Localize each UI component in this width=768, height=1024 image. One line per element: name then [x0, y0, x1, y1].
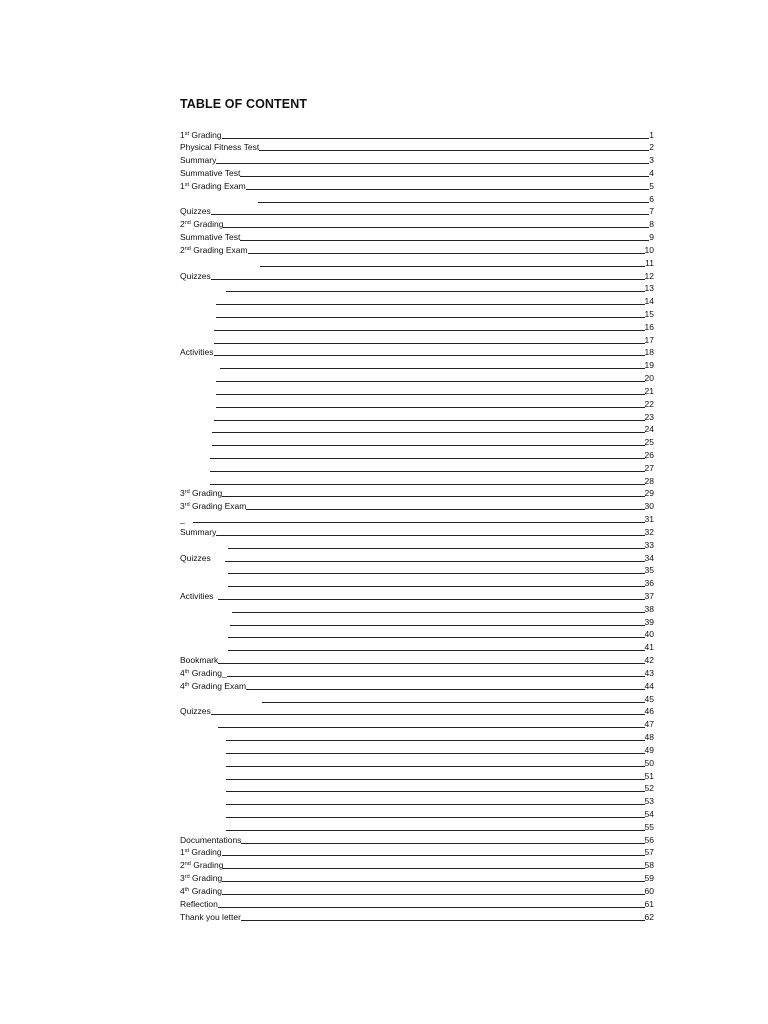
toc-entry — [214, 320, 654, 332]
toc-page-number: 28 — [644, 475, 654, 486]
dot-leader-line — [210, 458, 645, 459]
dot-leader-line — [222, 894, 645, 895]
toc-entry — [262, 692, 654, 704]
dot-leader-line — [226, 830, 645, 831]
ordinal-number: 4 — [180, 885, 185, 896]
dot-leader-line — [222, 496, 644, 497]
toc-page-number: 51 — [644, 770, 654, 781]
dot-leader-line — [218, 663, 644, 664]
dot-leader-line — [248, 253, 645, 254]
toc-entry — [216, 397, 654, 409]
toc-entry — [180, 551, 654, 563]
ordinal-suffix: rd — [184, 874, 190, 881]
toc-page-number: 13 — [644, 283, 654, 294]
toc-page-number: 22 — [644, 398, 654, 409]
dot-leader-line — [223, 227, 649, 228]
toc-entry-label — [180, 554, 211, 563]
toc-entry — [226, 781, 654, 793]
dot-leader-line — [241, 843, 644, 844]
toc-entry — [228, 538, 654, 550]
toc-page-number: 27 — [644, 462, 654, 473]
toc-page-number: 33 — [644, 539, 654, 550]
dot-leader-line — [246, 509, 644, 510]
toc-page-number: 30 — [644, 501, 654, 512]
toc-entry — [180, 845, 654, 857]
toc-page-number: 50 — [644, 757, 654, 768]
dot-leader-line — [260, 266, 645, 267]
dot-leader-line — [226, 766, 645, 767]
toc-entry — [226, 730, 654, 742]
dot-leader-line — [226, 779, 645, 780]
dot-leader-line — [227, 676, 645, 677]
ordinal-suffix: th — [184, 886, 190, 893]
toc-page-number: 47 — [644, 719, 654, 730]
toc-page-number: 53 — [644, 796, 654, 807]
toc-entry — [230, 615, 654, 627]
dot-leader-line — [226, 753, 645, 754]
dot-leader-line — [193, 522, 645, 523]
toc-entry — [214, 410, 654, 422]
toc-entry-text: Grading Exam — [189, 180, 246, 191]
toc-entry — [226, 807, 654, 819]
dot-leader-line — [216, 317, 645, 318]
dot-leader-line — [240, 176, 649, 177]
toc-entry-text: Grading — [189, 873, 223, 884]
ordinal-suffix: rd — [184, 489, 190, 496]
toc-entry — [180, 871, 654, 883]
toc-entry — [180, 525, 654, 537]
toc-page-number: 12 — [644, 270, 654, 281]
toc-entry-label — [180, 220, 223, 229]
ordinal-number: 2 — [180, 219, 185, 230]
dot-leader-line — [228, 586, 645, 587]
toc-page-number: 2 — [649, 142, 654, 153]
toc-entry-label — [180, 913, 241, 922]
dot-leader-line — [222, 881, 644, 882]
dot-leader-line — [226, 740, 645, 741]
dot-leader-line — [214, 355, 645, 356]
toc-entry — [226, 794, 654, 806]
ordinal-suffix: nd — [184, 861, 191, 868]
toc-entry-label — [180, 669, 227, 678]
toc-entry-label — [180, 246, 248, 255]
toc-entry-label — [180, 272, 211, 281]
dot-leader-line — [262, 702, 645, 703]
toc-entry-label — [180, 707, 211, 716]
toc-entry — [180, 833, 654, 845]
toc-entry — [220, 358, 654, 370]
toc-page-number: 15 — [644, 308, 654, 319]
toc-entry — [180, 679, 654, 691]
toc-entry-label — [180, 182, 246, 191]
toc-page-number: 4 — [649, 167, 654, 178]
dot-leader-line — [216, 394, 645, 395]
toc-page-number: 34 — [644, 552, 654, 563]
dot-leader-line — [232, 612, 645, 613]
dot-leader-line — [258, 202, 649, 203]
toc-entry-label — [180, 874, 222, 883]
toc-entry-label — [180, 682, 246, 691]
ordinal-number: 3 — [180, 488, 185, 499]
ordinal-number: 2 — [180, 860, 185, 871]
toc-entry — [214, 333, 654, 345]
toc-entry-label — [180, 592, 214, 601]
ordinal-suffix: st — [184, 181, 190, 188]
ordinal-number: 3 — [180, 501, 185, 512]
toc-page-number: 52 — [644, 783, 654, 794]
toc-entry — [212, 422, 654, 434]
ordinal-number: 4 — [180, 680, 185, 691]
toc-entry — [226, 756, 654, 768]
toc-entry — [226, 769, 654, 781]
dot-leader-line — [218, 907, 645, 908]
toc-page-number: 7 — [649, 206, 654, 217]
toc-page-number: 1 — [649, 129, 654, 140]
toc-page-number: 49 — [644, 744, 654, 755]
toc-entry — [180, 653, 654, 665]
toc-entry — [212, 435, 654, 447]
toc-entry-text: Summative Test — [180, 232, 241, 243]
toc-entry-text: Grading — [190, 219, 224, 230]
toc-page-number: 59 — [644, 873, 654, 884]
toc-entry — [180, 512, 654, 524]
toc-page-number: 5 — [649, 180, 654, 191]
toc-page-number: 9 — [649, 232, 654, 243]
toc-entry — [180, 858, 654, 870]
toc-entry-text: Grading — [189, 885, 222, 896]
dot-leader-line — [218, 727, 645, 728]
toc-page-number: 57 — [644, 847, 654, 858]
toc-entry-text: Quizzes — [180, 706, 211, 717]
dot-leader-line — [216, 304, 645, 305]
toc-entry — [180, 345, 654, 357]
toc-page-number: 41 — [644, 642, 654, 653]
dot-leader-line — [240, 240, 649, 241]
dot-leader-line — [228, 548, 645, 549]
dot-leader-line — [216, 407, 645, 408]
toc-page-number: 3 — [649, 155, 654, 166]
toc-entry-label — [180, 348, 214, 357]
dot-leader-line — [212, 445, 645, 446]
toc-entry-text: Grading — [190, 860, 224, 871]
toc-page-number: 29 — [644, 488, 654, 499]
toc-entry-text: _ — [180, 514, 185, 525]
ordinal-number: 4 — [180, 667, 185, 678]
toc-page-number: 25 — [644, 437, 654, 448]
toc-page-number: 38 — [644, 603, 654, 614]
dot-leader-line — [211, 214, 650, 215]
toc-entry-text: Summary — [180, 155, 217, 166]
toc-entry-label — [180, 169, 240, 178]
toc-page-number: 60 — [644, 885, 654, 896]
ordinal-number: 1 — [180, 129, 185, 140]
toc-entry-text: Summative Test — [180, 167, 241, 178]
toc-page-number: 56 — [644, 834, 654, 845]
toc-page-number: 26 — [644, 450, 654, 460]
toc-entry — [180, 140, 654, 152]
toc-entry-text: Activities — [180, 347, 214, 358]
dot-leader-line — [259, 150, 649, 151]
toc-entry — [226, 743, 654, 755]
toc-entry-text: Thank you letter — [180, 911, 241, 922]
ordinal-number: 3 — [180, 873, 185, 884]
toc-entry — [218, 717, 654, 729]
toc-page-number: 55 — [644, 821, 654, 832]
dot-leader-line — [228, 650, 645, 651]
toc-entry — [228, 640, 654, 652]
toc-entry-label — [180, 233, 240, 242]
toc-entry — [210, 474, 654, 486]
toc-entry-text: Quizzes — [180, 552, 211, 563]
dot-leader-line — [218, 599, 645, 600]
toc-entry-label — [180, 900, 218, 909]
toc-page-number: 32 — [644, 526, 654, 537]
ordinal-suffix: st — [184, 130, 190, 137]
dot-leader-line — [220, 368, 645, 369]
toc-page-number: 18 — [644, 347, 654, 358]
toc-page-number: 16 — [644, 321, 654, 332]
toc-entry — [226, 281, 654, 293]
dot-leader-line — [241, 920, 645, 921]
toc-page-number: 58 — [644, 860, 654, 871]
toc-page-number: 45 — [644, 693, 654, 704]
dot-leader-line — [226, 804, 645, 805]
toc-entry — [258, 192, 654, 204]
dot-leader-line — [230, 625, 645, 626]
ordinal-number: 1 — [180, 180, 185, 191]
toc-page-number: 40 — [644, 629, 654, 640]
ordinal-suffix: st — [184, 848, 190, 855]
dot-leader-line — [216, 535, 644, 536]
toc-entry — [180, 269, 654, 281]
toc-entry-text: Grading Exam — [189, 501, 247, 512]
dot-leader-line — [225, 561, 645, 562]
toc-page-number: 62 — [644, 911, 654, 922]
toc-page-number: 24 — [644, 424, 654, 435]
toc-entry-label — [180, 207, 211, 216]
toc-page-number: 23 — [644, 411, 654, 422]
toc-page-number: 37 — [644, 591, 654, 602]
ordinal-number: 2 — [180, 244, 185, 255]
toc-entry-text: Activities — [180, 591, 214, 602]
toc-page-number: 48 — [644, 732, 654, 743]
ordinal-suffix: nd — [184, 245, 191, 252]
toc-entry — [180, 153, 654, 165]
dot-leader-line — [228, 637, 645, 638]
toc-entry — [180, 910, 654, 922]
toc-page-number: 21 — [644, 385, 654, 396]
dot-leader-line — [226, 791, 645, 792]
toc-entry-label — [180, 489, 222, 498]
toc-page-number: 10 — [644, 244, 654, 255]
toc-entry-text: Bookmark — [180, 655, 219, 666]
dot-leader-line — [226, 291, 645, 292]
ordinal-suffix: rd — [184, 502, 190, 509]
toc-page-number: 31 — [644, 514, 654, 525]
toc-entry — [180, 204, 654, 216]
dot-leader-line — [216, 163, 649, 164]
toc-entry — [228, 563, 654, 575]
toc-entry-label — [180, 528, 216, 537]
toc-entry-text: Grading — [189, 488, 223, 499]
toc-entry — [180, 486, 654, 498]
toc-entry — [180, 128, 654, 140]
toc-entry — [180, 166, 654, 178]
toc-entry-text: Quizzes — [180, 270, 211, 281]
toc-entry — [180, 704, 654, 716]
toc-page-number: 11 — [645, 257, 654, 268]
toc-entry-label — [180, 515, 185, 524]
dot-leader-line — [211, 279, 645, 280]
dot-leader-line — [210, 471, 645, 472]
toc-page-number: 39 — [644, 616, 654, 627]
dot-leader-line — [223, 868, 644, 869]
toc-page-number: 14 — [644, 296, 654, 307]
toc-entry-text: Physical Fitness Test — [180, 142, 260, 153]
toc-entry-label — [180, 143, 259, 152]
ordinal-suffix: th — [184, 681, 190, 688]
dot-leader-line — [222, 138, 650, 139]
toc-entry-text: Reflection — [180, 898, 218, 909]
dot-leader-line — [210, 484, 645, 485]
toc-entry-label — [180, 848, 222, 857]
toc-page-number: 19 — [644, 360, 654, 371]
toc-page-number: 8 — [649, 219, 654, 230]
toc-entry-text: Documentations — [180, 834, 242, 845]
toc-entry — [210, 461, 654, 473]
dot-leader-line — [214, 420, 645, 421]
toc-entry — [180, 179, 654, 191]
toc-page-number: 42 — [644, 655, 654, 666]
toc-page-number: 43 — [644, 667, 654, 678]
toc-entry-label — [180, 156, 216, 165]
toc-entry-text: Summary — [180, 526, 217, 537]
toc-entry — [180, 884, 654, 896]
toc-page-number: 20 — [644, 373, 654, 384]
toc-entry-text: Grading — [189, 129, 222, 140]
toc-entry — [180, 589, 654, 601]
toc-page-number: 54 — [644, 808, 654, 819]
ordinal-number: 1 — [180, 847, 185, 858]
toc-entry-label — [180, 887, 222, 896]
toc-entry-label — [180, 656, 218, 665]
toc-entry — [216, 371, 654, 383]
toc-entry — [180, 243, 654, 255]
toc-entry — [180, 499, 654, 511]
toc-entry — [226, 820, 654, 832]
dot-leader-line — [222, 855, 645, 856]
toc-entry-text: Grading — [189, 847, 222, 858]
toc-entry — [180, 230, 654, 242]
dot-leader-line — [214, 330, 645, 331]
dot-leader-line — [246, 189, 650, 190]
toc-entry — [228, 576, 654, 588]
ordinal-suffix: th — [184, 668, 190, 675]
toc-entry-label — [180, 861, 223, 870]
toc-entry — [216, 307, 654, 319]
toc-entry — [228, 627, 654, 639]
toc-entry — [180, 666, 654, 678]
dot-leader-line — [211, 714, 645, 715]
toc-page-number: 46 — [644, 706, 654, 717]
toc-page-number: 44 — [644, 680, 654, 691]
toc-entry-text: Quizzes — [180, 206, 211, 217]
toc-entry-text: Grading Exam — [190, 244, 248, 255]
toc-entry-label — [180, 836, 241, 845]
toc-entry-text: Grading Exam — [189, 680, 247, 691]
toc-entry — [260, 256, 654, 268]
page-title: TABLE OF CONTENT — [180, 97, 308, 111]
toc-entry-label — [180, 502, 246, 511]
toc-page-number: 17 — [644, 334, 654, 345]
toc-entry — [210, 448, 654, 460]
dot-leader-line — [228, 573, 645, 574]
toc-entry — [216, 294, 654, 306]
toc-page-number: 35 — [644, 565, 654, 576]
toc-entry-text: Grading_ — [189, 667, 227, 678]
toc-page-number: 36 — [644, 578, 654, 589]
toc-entry — [180, 217, 654, 229]
toc-entry-label — [180, 131, 222, 140]
dot-leader-line — [226, 817, 645, 818]
dot-leader-line — [216, 381, 645, 382]
dot-leader-line — [214, 343, 645, 344]
toc-page-number: 61 — [644, 898, 654, 909]
toc-page-number: 6 — [649, 193, 654, 204]
ordinal-suffix: nd — [184, 220, 191, 227]
toc-entry — [180, 897, 654, 909]
toc-entry — [232, 602, 654, 614]
toc-entry — [216, 384, 654, 396]
dot-leader-line — [246, 689, 645, 690]
dot-leader-line — [212, 432, 645, 433]
